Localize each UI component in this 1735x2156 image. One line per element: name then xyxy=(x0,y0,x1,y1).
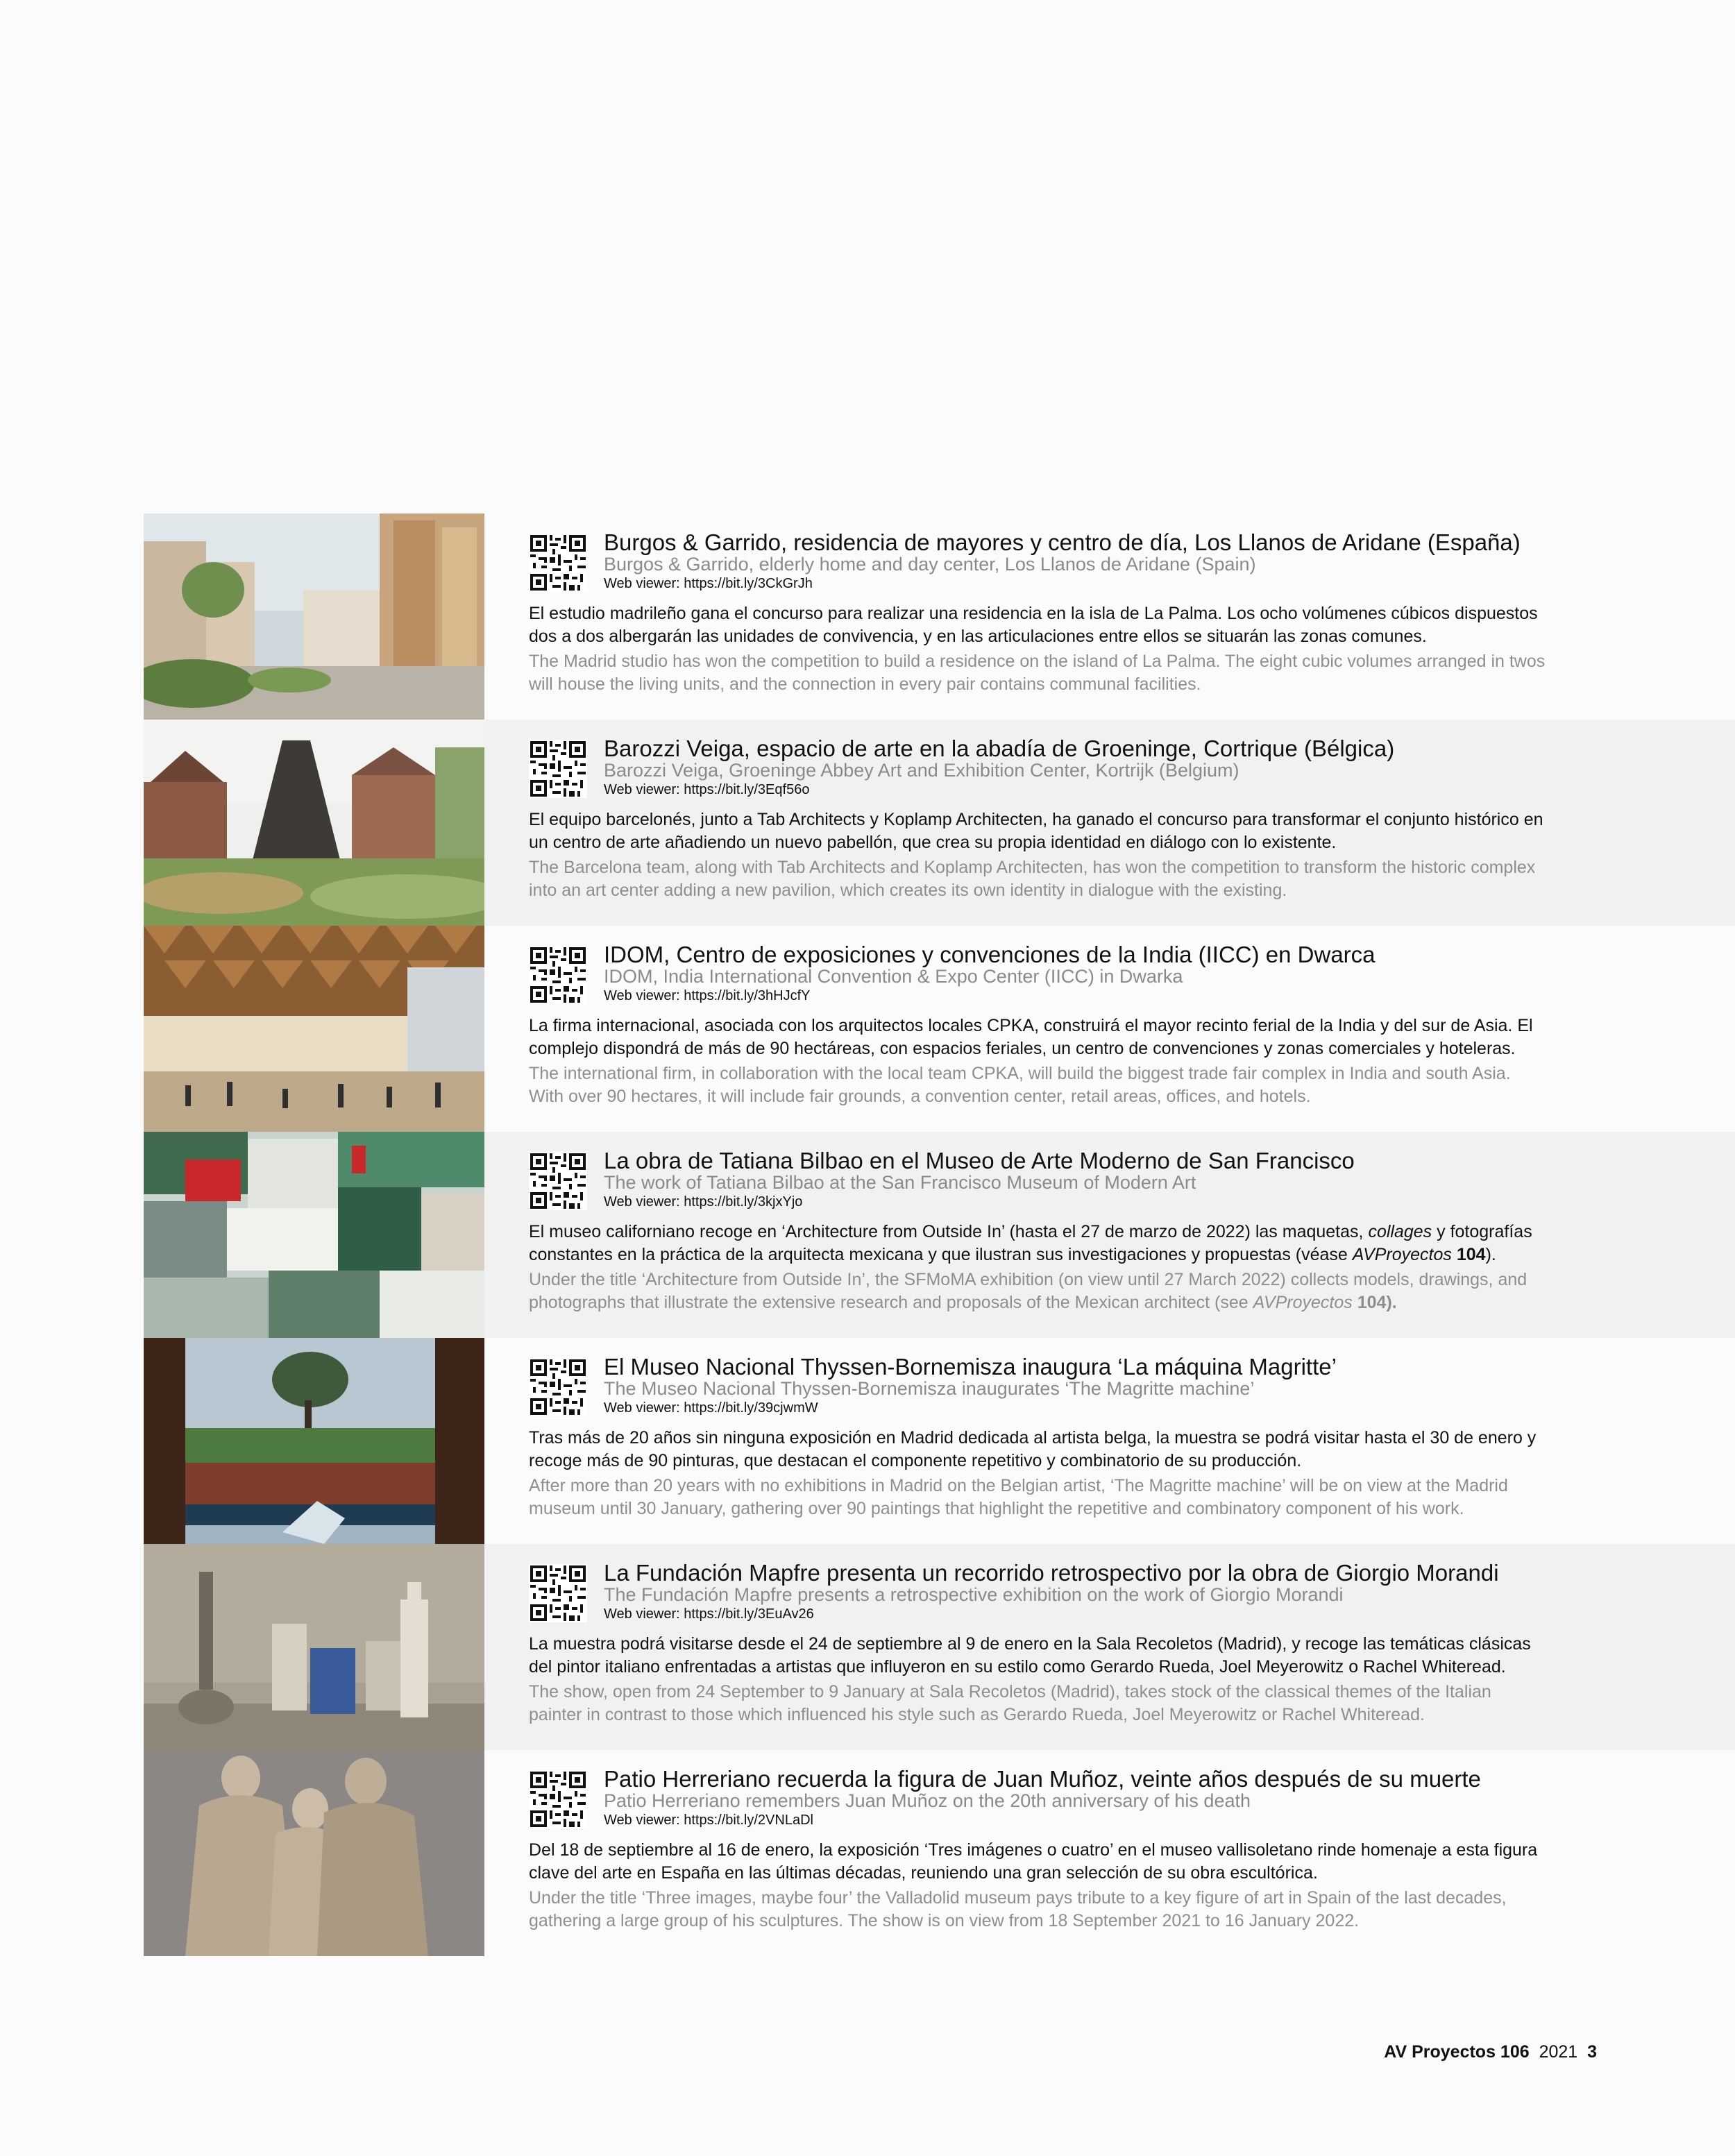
magritte-painting-image xyxy=(144,1338,484,1544)
web-viewer-link[interactable]: Web viewer: https://bit.ly/3kjxYjo xyxy=(604,1194,803,1209)
spanish-text: La muestra podrá visitarse desde el 24 de septiembre al 9 de enero en la Sala Recoletos (Madrid), y recoge las temáticas clásicas del pintor italiano enfrentadas a artistas que influyeron en su estilo como Gerardo Rueda, Joel Meyerowitz o Rachel Whiteread. xyxy=(529,1634,1531,1677)
magazine-name: AV Proyectos 106 xyxy=(1384,2042,1530,2062)
abbey-pavilion-image xyxy=(144,720,484,926)
qr-code-icon[interactable] xyxy=(529,740,587,798)
spanish-text: El estudio madrileño gana el concurso para realizar una residencia en la isla de La Palma. Los ocho volúmenes cúbicos dispuestos dos a dos albergarán las unidades de convivencia, y en las articulaciones entre ellos se situarán las zonas comunes. xyxy=(529,604,1538,646)
english-text: The Barcelona team, along with Tab Architects and Koplamp Architecten, has won the competition to transform the historic complex into an art center adding a new pavilion, which creates its own identity in dialogue with the existing. xyxy=(529,858,1536,900)
qr-code-icon[interactable] xyxy=(529,1358,587,1416)
list-item xyxy=(144,926,1597,1132)
entry-panel xyxy=(484,1132,1735,1338)
web-viewer-link[interactable]: Web viewer: https://bit.ly/39cjwmW xyxy=(604,1400,818,1416)
english-text: After more than 20 years with no exhibitions in Madrid on the Belgian artist, ‘The Magritte machine’ will be on view at the Madrid museum until 30 January, gathering over 90 paintings that highlight the repetitive and combinatory component of his work. xyxy=(529,1476,1508,1518)
list-item xyxy=(144,513,1597,720)
english-text: The international firm, in collaboration with the local team CPKA, will build the biggest trade fair complex in India and south Asia. With over 90 hectares, it will include fair grounds, a convention center, retail areas, offices, and hotels. xyxy=(529,1064,1511,1106)
entry-panel xyxy=(484,1544,1735,1750)
spanish-text: El equipo barcelonés, junto a Tab Architects y Koplamp Architecten, ha ganado el concurso para transformar el conjunto histórico en un centro de arte añadiendo un nuevo pabellón, que crea su propia identidad en diálogo con lo existente. xyxy=(529,810,1543,852)
news-list xyxy=(144,513,1597,1956)
list-item xyxy=(144,1544,1597,1750)
web-viewer-link[interactable]: Web viewer: https://bit.ly/3EuAv26 xyxy=(604,1606,814,1622)
convention-center-image xyxy=(144,926,484,1132)
collage-image xyxy=(144,1132,484,1338)
entry-title: La Fundación Mapfre presenta un recorrido retrospectivo por la obra de Giorgio Morandi xyxy=(604,1560,1499,1586)
entry-subtitle: IDOM, India International Convention & Expo Center (IICC) in Dwarka xyxy=(604,966,1183,987)
qr-code-icon[interactable] xyxy=(529,534,587,592)
list-item xyxy=(144,720,1597,926)
entry-subtitle: Burgos & Garrido, elderly home and day center, Los Llanos de Aridane (Spain) xyxy=(604,554,1256,575)
entry-title: IDOM, Centro de exposiciones y convenciones de la India (IICC) en Dwarca xyxy=(604,942,1376,967)
page-number: 3 xyxy=(1587,2042,1597,2062)
entry-subtitle: The Museo Nacional Thyssen-Bornemisza inaugurates ‘The Magritte machine’ xyxy=(604,1378,1255,1399)
morandi-still-life-image xyxy=(144,1544,484,1750)
english-text: The show, open from 24 September to 9 January at Sala Recoletos (Madrid), takes stock of the classical themes of the Italian painter in contrast to those which influenced his style such as Gerardo Rueda, Joel Meyerowitz or Rachel Whiteread. xyxy=(529,1682,1491,1724)
english-text: The Madrid studio has won the competition to build a residence on the island of La Palma. The eight cubic volumes arranged in twos will house the living units, and the connection in every pair contains communal facilities. xyxy=(529,652,1546,694)
entry-subtitle: Barozzi Veiga, Groeninge Abbey Art and Exhibition Center, Kortrijk (Belgium) xyxy=(604,760,1239,781)
spanish-text: Del 18 de septiembre al 16 de enero, la exposición ‘Tres imágenes o cuatro’ en el museo vallisoletano rinde homenaje a esta figura clave del arte en España en las últimas décadas, reuniendo una gran selección de su obra escultórica. xyxy=(529,1840,1538,1883)
entry-title: El Museo Nacional Thyssen-Bornemisza inaugura ‘La máquina Magritte’ xyxy=(604,1354,1337,1380)
spanish-text: La firma internacional, asociada con los arquitectos locales CPKA, construirá el mayor recinto ferial de la India y del sur de Asia. El complejo dispondrá de más de 90 hectáreas, con espacios feriales, un centro de convenciones y zonas comerciales y hoteleras. xyxy=(529,1016,1533,1058)
entry-panel xyxy=(484,1338,1735,1544)
web-viewer-link[interactable]: Web viewer: https://bit.ly/3Eqf56o xyxy=(604,782,810,797)
entry-panel xyxy=(484,1750,1735,1956)
entry-title: La obra de Tatiana Bilbao en el Museo de Arte Moderno de San Francisco xyxy=(604,1148,1355,1173)
issue-year: 2021 xyxy=(1539,2042,1578,2062)
web-viewer-link[interactable]: Web viewer: https://bit.ly/3CkGrJh xyxy=(604,576,813,591)
entry-title: Barozzi Veiga, espacio de arte en la abadía de Groeninge, Cortrique (Bélgica) xyxy=(604,736,1395,761)
spanish-text: El museo californiano recoge en ‘Architecture from Outside In’ (hasta el 27 de marzo de 2022) las maquetas, collages y fotografías constantes en la práctica de la arquitecta mexicana y que ilustran sus investigaciones y propuestas (véase AVProyectos 104). xyxy=(529,1222,1532,1264)
list-item xyxy=(144,1338,1597,1544)
qr-code-icon[interactable] xyxy=(529,1770,587,1828)
spanish-text: Tras más de 20 años sin ninguna exposición en Madrid dedicada al artista belga, la muestra se podrá visitar hasta el 30 de enero y recoge más de 90 pinturas, que destacan el componente repetitivo y combinatorio de su producción. xyxy=(529,1428,1537,1470)
residence-render-image xyxy=(144,513,484,720)
entry-panel xyxy=(484,720,1735,926)
page-folio xyxy=(1384,2042,1597,2062)
list-item xyxy=(144,1750,1597,1956)
munoz-sculpture-image xyxy=(144,1750,484,1956)
english-text: Under the title ‘Three images, maybe four’ the Valladolid museum pays tribute to a key figure of art in Spain of the last decades, gathering a large group of his sculptures. The show is on view from 18 September 2021 to 16 January 2022. xyxy=(529,1888,1507,1930)
english-text: Under the title ‘Architecture from Outside In’, the SFMoMA exhibition (on view until 27 March 2022) collects models, drawings, and photographs that illustrate the extensive research and proposals of the Mexican architect (see AVProyectos 104). xyxy=(529,1270,1527,1312)
entry-title: Burgos & Garrido, residencia de mayores y centro de día, Los Llanos de Aridane (España) xyxy=(604,529,1521,555)
entry-subtitle: The Fundación Mapfre presents a retrospective exhibition on the work of Giorgio Morandi xyxy=(604,1584,1344,1605)
web-viewer-link[interactable]: Web viewer: https://bit.ly/2VNLaDl xyxy=(604,1813,813,1828)
qr-code-icon[interactable] xyxy=(529,946,587,1004)
qr-code-icon[interactable] xyxy=(529,1152,587,1210)
entry-title: Patio Herreriano recuerda la figura de Juan Muñoz, veinte años después de su muerte xyxy=(604,1766,1481,1792)
entry-subtitle: The work of Tatiana Bilbao at the San Francisco Museum of Modern Art xyxy=(604,1172,1196,1193)
list-item xyxy=(144,1132,1597,1338)
web-viewer-link[interactable]: Web viewer: https://bit.ly/3hHJcfY xyxy=(604,988,811,1003)
entry-panel xyxy=(484,926,1735,1132)
qr-code-icon[interactable] xyxy=(529,1564,587,1622)
entry-subtitle: Patio Herreriano remembers Juan Muñoz on the 20th anniversary of his death xyxy=(604,1790,1251,1811)
entry-panel xyxy=(484,513,1735,720)
